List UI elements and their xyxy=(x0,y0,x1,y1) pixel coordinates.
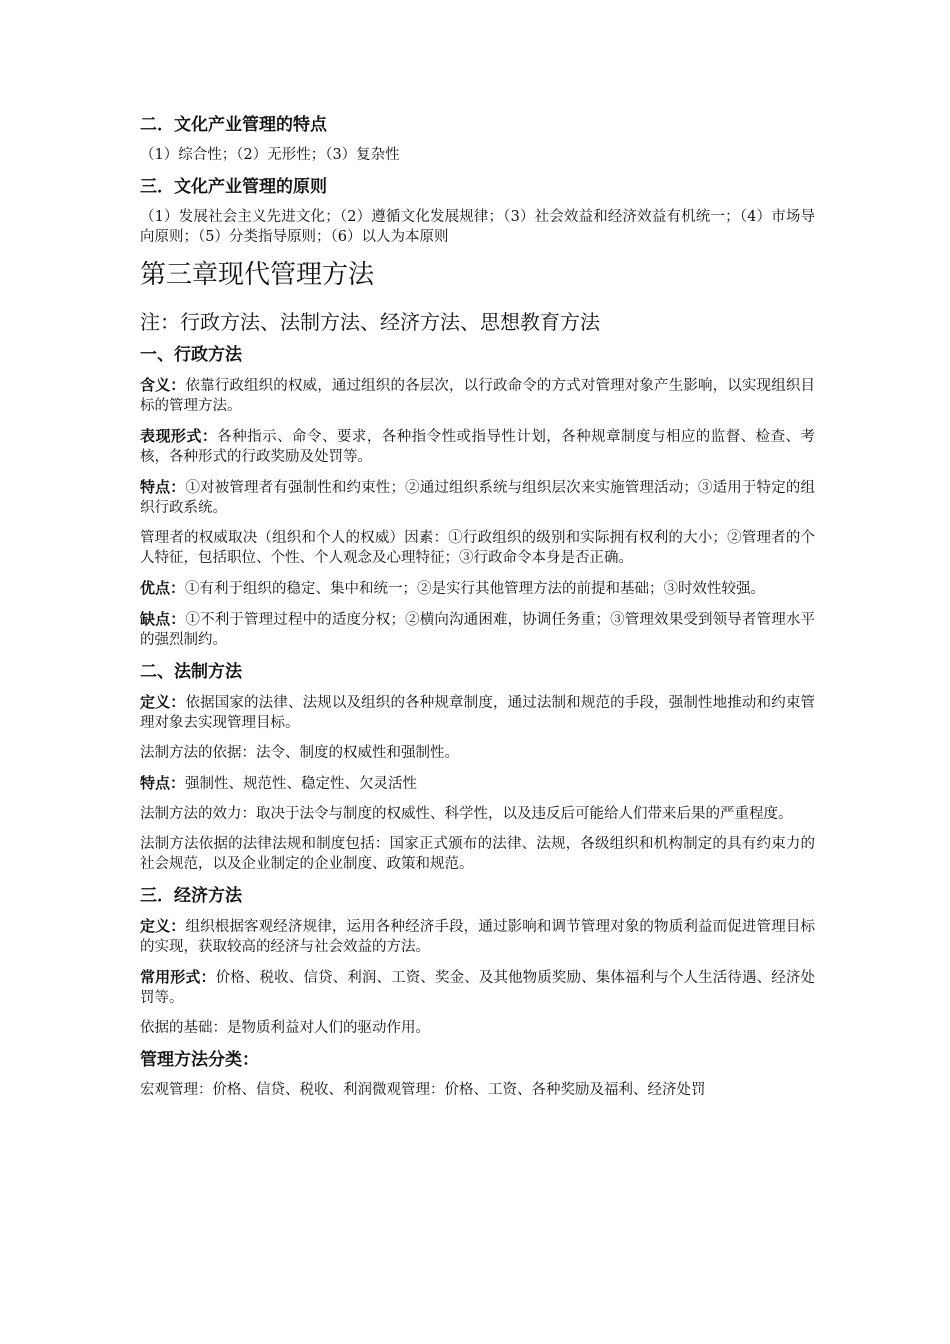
admin-cons xyxy=(140,609,815,650)
admin-pros-text: ①有利于组织的稳定、集中和统一；②是实行其他管理方法的前提和基础；③时效性较强。 xyxy=(185,581,766,597)
label-economic-definition: 定义： xyxy=(140,917,186,935)
legal-traits-text: 强制性、规范性、稳定性、欠灵活性 xyxy=(185,776,418,792)
chapter-title: 第三章现代管理方法 xyxy=(140,260,375,290)
economic-forms xyxy=(140,967,815,1008)
admin-forms xyxy=(140,426,815,467)
label-common-forms: 常用形式： xyxy=(140,968,216,986)
admin-traits-text: ①对被管理者有强制性和约束性；②通过组织系统与组织层次来实施管理活动；③适用于特定的组织行政系统。 xyxy=(140,480,815,516)
admin-pros xyxy=(140,578,815,599)
legal-definition xyxy=(140,692,815,733)
legal-effect: 法制方法的效力：取决于法令与制度的权威性、科学性，以及违反后可能给人们带来后果的严重程度。 xyxy=(140,806,793,822)
heading-method-classification: 管理方法分类： xyxy=(140,1050,259,1070)
admin-authority: 管理者的权威取决（组织和个人的权威）因素：①行政组织的级别和实际拥有权利的大小；②管理者的个人特征，包括职位、个性、个人观念及心理特征；③行政命令本身是否正确。 xyxy=(140,530,815,566)
heading-legal-method: 二、法制方法 xyxy=(140,662,242,682)
label-traits: 特点： xyxy=(140,478,186,496)
admin-meaning-text: 依靠行政组织的权威，通过组织的各层次，以行政命令的方式对管理对象产生影响，以实现组织目标的管理方法。 xyxy=(140,378,815,414)
legal-basis: 法制方法的依据：法令、制度的权威性和强制性。 xyxy=(140,745,459,761)
legal-includes: 法制方法依据的法律法规和制度包括：国家正式颁布的法律、法规，各级组织和机构制定的具有约束力的社会规范，以及企业制定的企业制度、政策和规范。 xyxy=(140,836,815,872)
economic-definition xyxy=(140,916,815,957)
chapter-note: 注：行政方法、法制方法、经济方法、思想教育方法 xyxy=(140,310,600,334)
heading-administrative-method: 一、行政方法 xyxy=(140,345,242,365)
method-classification-text: 宏观管理：价格、信贷、税收、利润微观管理：价格、工资、各种奖励及福利、经济处罚 xyxy=(140,1082,706,1098)
label-pros: 优点： xyxy=(140,579,186,597)
legal-traits xyxy=(140,773,815,794)
heading-economic-method: 三．经济方法 xyxy=(140,886,242,906)
legal-definition-text: 依据国家的法律、法规以及组织的各种规章制度，通过法制和规范的手段，强制性地推动和约束管理对象去实现管理目标。 xyxy=(140,695,815,731)
label-definition: 定义： xyxy=(140,693,186,711)
heading-cultural-industry-principles: 三．文化产业管理的原则 xyxy=(140,177,327,197)
admin-traits xyxy=(140,477,815,518)
features-list: （1）综合性；（2）无形性；（3）复杂性 xyxy=(140,147,400,163)
economic-basis: 依据的基础：是物质利益对人们的驱动作用。 xyxy=(140,1020,430,1036)
admin-cons-text: ①不利于管理过程中的适度分权；②横向沟通困难，协调任务重；③管理效果受到领导者管理水平的强烈制约。 xyxy=(140,612,815,648)
document-body xyxy=(140,113,815,1110)
admin-forms-text: 各种指示、命令、要求，各种指令性或指导性计划，各种规章制度与相应的监督、检查、考核，各种形式的行政奖励及处罚等。 xyxy=(140,429,815,465)
economic-definition-text: 组织根据客观经济规律，运用各种经济手段，通过影响和调节管理对象的物质利益而促进管理目标的实现，获取较高的经济与社会效益的方法。 xyxy=(140,919,815,955)
heading-cultural-industry-features: 二．文化产业管理的特点 xyxy=(140,115,327,135)
label-meaning: 含义： xyxy=(140,376,186,394)
economic-forms-text: 价格、税收、信贷、利润、工资、奖金、及其他物质奖励、集体福利与个人生活待遇、经济处罚等。 xyxy=(140,970,815,1006)
label-forms: 表现形式： xyxy=(140,427,218,445)
label-legal-traits: 特点： xyxy=(140,774,186,792)
admin-meaning xyxy=(140,375,815,416)
principles-list: （1）发展社会主义先进文化；（2）遵循文化发展规律；（3）社会效益和经济效益有机统一；（4）市场导向原则；（5）分类指导原则；（6）以人为本原则 xyxy=(140,209,815,245)
label-cons: 缺点： xyxy=(140,610,186,628)
